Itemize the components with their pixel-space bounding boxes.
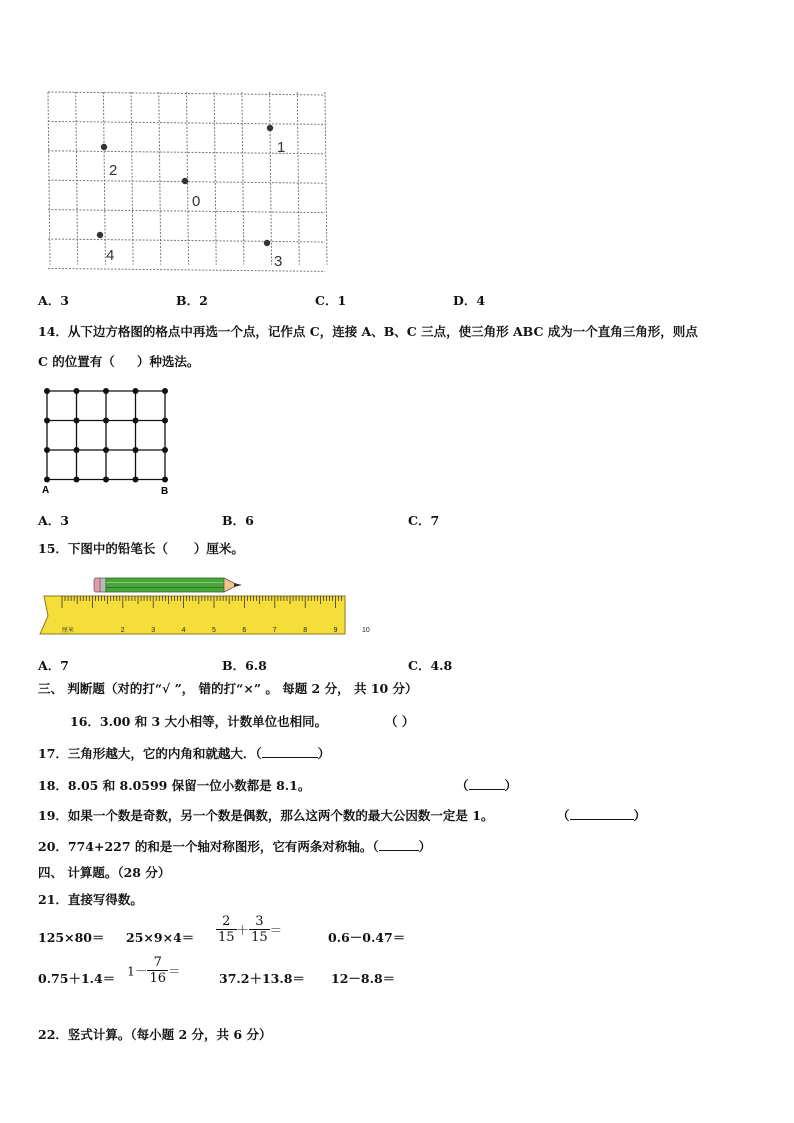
q14-option-a: A．3 <box>38 513 69 528</box>
q21-item-1: 125×80＝ <box>38 930 105 945</box>
q17-text: 17．三角形越大，它的内角和就越大．（ <box>38 746 262 761</box>
q13-label-2: 2 <box>109 162 118 179</box>
q17-paren-close: ） <box>317 746 331 761</box>
ruler-unit-label: 厘米 <box>62 628 75 634</box>
ruler-number: 4 <box>181 627 186 634</box>
q13-label-3: 3 <box>274 253 283 270</box>
q14-line-2 <box>38 354 199 370</box>
q21-item-4: 0.6－0.47＝ <box>328 930 406 945</box>
q15-question-pre: 15．下图中的铅笔长（ <box>38 541 168 556</box>
q13-label-4: 4 <box>106 247 115 264</box>
lattice-point <box>103 477 109 483</box>
q20-answer-blank[interactable] <box>379 839 419 851</box>
q19-answer <box>557 808 646 824</box>
q13-label-1: 1 <box>277 139 286 156</box>
q21-item-6-fraction-diff: 1－ $\frac{7}{16}$ ＝ <box>127 955 181 986</box>
q18-paren-close: ） <box>504 778 518 793</box>
grid-point <box>101 144 107 150</box>
section-4-title: 四、 计算题。（28 分） <box>38 865 171 880</box>
q15-option-a: A．7 <box>38 658 69 673</box>
q20-paren-close: ） <box>418 839 432 854</box>
q14-dot-grid <box>38 382 178 497</box>
grid-line-v <box>242 92 244 265</box>
q13-grid-figure <box>44 88 334 274</box>
ruler-number: 6 <box>242 627 247 634</box>
q14-label-b: B <box>161 486 169 497</box>
q16-statement: 16．3.00 和 3 大小相等，计数单位也相同。 <box>70 714 328 729</box>
lattice-point <box>133 418 139 424</box>
grid-line-v <box>131 92 133 265</box>
lattice-point <box>74 388 80 394</box>
grid-line-h <box>48 239 325 242</box>
lattice-point <box>44 447 50 453</box>
lattice-point <box>44 477 50 483</box>
lattice-point <box>103 418 109 424</box>
q17-answer-blank[interactable] <box>262 746 318 758</box>
q19-statement: 19．如果一个数是奇数，另一个数是偶数，那么这两个数的最大公因数一定是 1。 <box>38 808 494 823</box>
q14-line-1: 14．从下边方格图的格点中再选一个点，记作点 C，连接 A、B、C 三点，使三角形 ABC 成为一个直角三角形，则点 <box>38 324 698 339</box>
lattice-point <box>44 418 50 424</box>
lattice-point <box>162 477 168 483</box>
lattice-point <box>103 388 109 394</box>
lattice-point <box>133 477 139 483</box>
q17-statement <box>38 746 330 762</box>
fraction-2-15: $\frac{2}{15}$ <box>218 914 235 945</box>
q13-option-a: A．3 <box>38 293 69 308</box>
q18-statement: 18．8.05 和 8.0599 保留一位小数都是 8.1。 <box>38 778 311 793</box>
q21-item-5: 0.75＋1.4＝ <box>38 971 116 986</box>
ruler-number: 3 <box>151 627 156 634</box>
lattice-point <box>74 447 80 453</box>
q14-option-c: C．7 <box>408 513 440 528</box>
q13-option-d: D．4 <box>453 293 486 308</box>
q13-label-0: 0 <box>192 193 201 210</box>
q15-question-post: ）厘米。 <box>193 541 244 556</box>
q21-item-2: 25×9×4＝ <box>126 930 195 945</box>
lattice-point <box>162 388 168 394</box>
ruler-number: 9 <box>333 627 338 634</box>
q15-question <box>38 541 244 557</box>
grid-line-v <box>159 92 161 265</box>
lattice-point <box>74 418 80 424</box>
grid-point <box>264 240 270 246</box>
q19-paren-open: （ <box>557 808 570 823</box>
lattice-point <box>162 447 168 453</box>
section-3-title: 三、 判断题（对的打“√ ”， 错的打“×” 。 每题 2 分， 共 10 分） <box>38 681 418 696</box>
grid-line-v <box>214 92 216 265</box>
q14-option-b: B．6 <box>222 513 254 528</box>
q21-item-3-fraction-sum: $\frac{2}{15}$ ＋ $\frac{3}{15}$ ＝ <box>218 914 283 945</box>
q22-title: 22．竖式计算。（每小题 2 分，共 6 分） <box>38 1027 272 1042</box>
q15-option-b: B．6.8 <box>222 658 267 673</box>
q15-option-c: C．4.8 <box>408 658 453 673</box>
lattice-point <box>44 388 50 394</box>
q20-statement <box>38 839 431 855</box>
pencil-icon <box>94 578 242 592</box>
q19-paren-close: ） <box>633 808 647 823</box>
q21-item-8: 12－8.8＝ <box>331 971 396 986</box>
lattice-point <box>133 447 139 453</box>
grid-line-h <box>48 210 325 213</box>
grid-point <box>97 232 103 238</box>
grid-line-v <box>325 92 327 265</box>
q16-answer-paren: （ ） <box>385 714 415 729</box>
q21-item-7: 37.2＋13.8＝ <box>219 971 305 986</box>
fraction-7-16: $\frac{7}{16}$ <box>149 955 166 986</box>
lattice-point <box>133 388 139 394</box>
grid-point <box>182 178 188 184</box>
q14-line-2-post: ）种选法。 <box>136 354 200 369</box>
ruler-number: 10 <box>362 627 370 634</box>
q14-label-a: A <box>42 485 50 496</box>
grid-line-h <box>48 268 325 271</box>
grid-line-v <box>297 92 299 265</box>
q18-answer-blank[interactable] <box>469 778 505 790</box>
q13-option-b: B．2 <box>176 293 208 308</box>
q18-answer <box>456 778 517 794</box>
fraction-3-15: $\frac{3}{15}$ <box>251 914 268 945</box>
ruler-number: 2 <box>120 627 125 634</box>
q20-text: 20．774+227 的和是一个轴对称图形，它有两条对称轴。（ <box>38 839 379 854</box>
lattice-point <box>103 447 109 453</box>
lattice-point <box>74 477 80 483</box>
q15-pencil-ruler-figure <box>38 572 370 640</box>
q14-line-2-pre: C 的位置有（ <box>38 354 115 369</box>
ruler-number: 7 <box>272 627 277 634</box>
grid-line-v <box>103 92 105 265</box>
q18-paren-open: （ <box>456 778 469 793</box>
grid-point <box>267 125 273 131</box>
q13-option-c: C．1 <box>315 293 347 308</box>
q21-title: 21．直接写得数。 <box>38 892 143 907</box>
ruler-number: 8 <box>303 627 308 634</box>
q19-answer-blank[interactable] <box>570 808 634 820</box>
ruler-number: 5 <box>212 627 216 634</box>
lattice-point <box>162 418 168 424</box>
grid-line-v <box>270 92 272 265</box>
